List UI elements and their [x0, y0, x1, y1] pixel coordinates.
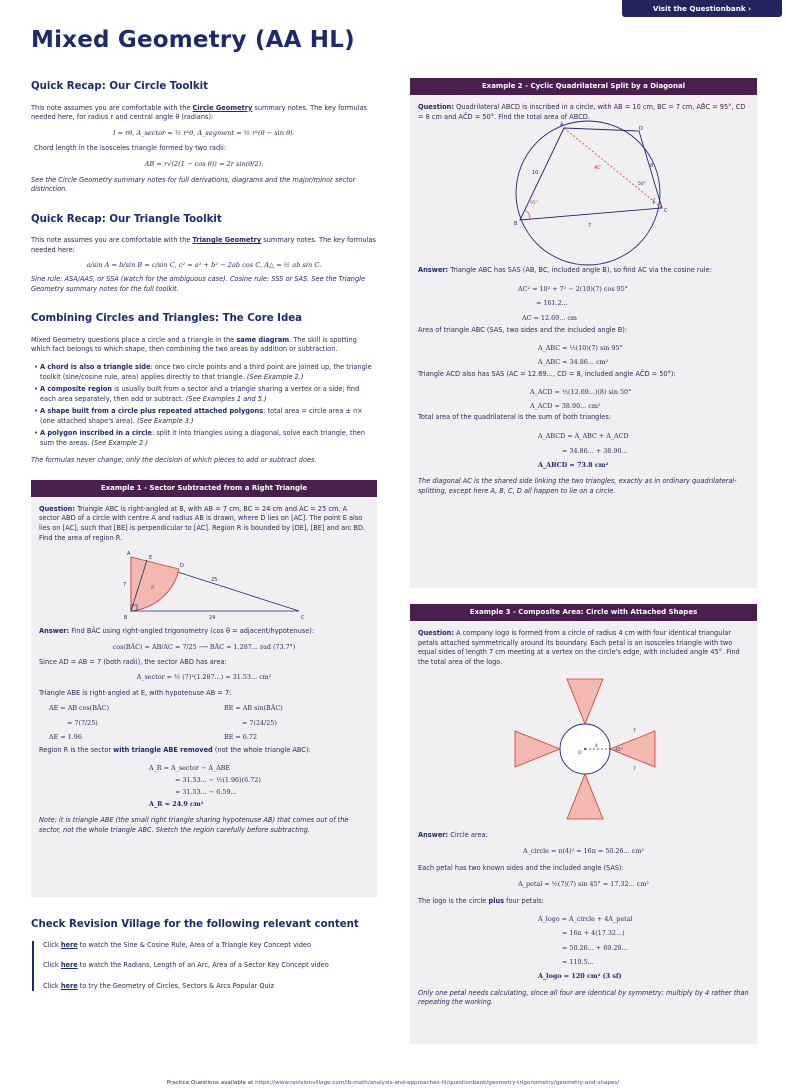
bullet-text: : split it into triangles using a diagonal, solve each triangle, then sum the areas.: [40, 429, 366, 447]
ex3-t2a: The logo is the circle: [418, 896, 489, 905]
label-d: D: [639, 126, 643, 133]
label-side-2: 7: [633, 767, 636, 773]
ex1-r3: = 31.53... − 6.59...: [175, 788, 237, 797]
ex1-answer-label: Answer:: [39, 627, 70, 636]
core-idea-note: The formulas never change; only the decision of which pieces to add or subtract does.: [31, 456, 317, 465]
label-e: E: [149, 555, 153, 562]
ex2-t2: Triangle ACD also has SAS (AC = 12.69..., CD = 8, included angle AĈD = 50°):: [418, 369, 676, 378]
diagonal-ac: [564, 128, 662, 208]
circle-formulas: l = rθ, A_sector = ½ r²θ, A_segment = ½ r²(θ − sin θ).: [113, 128, 295, 137]
core-idea-intro: [31, 336, 377, 355]
label-c: C: [664, 208, 668, 215]
ex3-e3: A_logo = A_circle + 4A_petal: [538, 915, 633, 924]
triangle-toolkit-heading: Quick Recap: Our Triangle Toolkit: [31, 213, 222, 225]
triangle-note: Sine rule: ASA/AAS, or SSA (watch for the ambiguous case). Cosine rule: SSS or SAS. See the Triangle Geometry summary notes for the full toolkit.: [31, 275, 366, 293]
ex2-e3: AC = 12.69... cm: [522, 314, 577, 323]
triangle-intro: [31, 236, 377, 255]
rv-here-link[interactable]: here: [60, 940, 78, 949]
core-idea-bullet: • A chord is also a triangle side: once two circle points and a third point are joined up, the triangle toolkit (sine/cosine rule, area) applies directly to that triangle. (See Example 2.): [34, 363, 372, 381]
triangle-intro-text: This note assumes you are comfortable with the: [31, 236, 193, 245]
label-ac: AC: [594, 165, 601, 172]
example-3-diagram: [418, 673, 748, 821]
label-cd-length: 8: [650, 163, 654, 170]
ex1-be2: = 7(24/25): [242, 718, 277, 727]
example-3-panel: [410, 604, 757, 1044]
circle-toolkit-heading: Quick Recap: Our Circle Toolkit: [31, 81, 209, 92]
label-r: R: [151, 585, 155, 592]
ex1-note: Note: it is triangle ABE (the small right triangle sharing hypotenuse AB) that comes out of the sector, not the whole triangle ABC. Sketch the region carefully before subtracting.: [39, 816, 349, 834]
core-intro-a: Mixed Geometry questions place a circle and a triangle in the: [31, 335, 237, 344]
angle-c-arc: [653, 198, 655, 204]
revision-village-links: [32, 941, 377, 992]
ex3-t2: [418, 897, 749, 907]
label-a: A: [127, 551, 131, 558]
ex3-note: Only one petal needs calculating, since all four are identical by symmetry; multiply by 4 rather than repeating the working.: [418, 988, 749, 1007]
ex3-e1: A_circle = π(4)² = 16π = 50.26... cm²: [523, 846, 644, 855]
ex2-e8: A_ABCD = A_ABC + A_ACD: [538, 431, 629, 440]
bullet-bold: A polygon inscribed in a circle: [40, 429, 153, 438]
ex2-eqns-1: [418, 282, 749, 326]
bullet-bold: A shape built from a circle plus repeated attached polygons: [40, 407, 264, 416]
bullet-ref: (See Example 2.): [246, 372, 304, 381]
ex1-ae1: AE = AB cos(BÂC): [49, 704, 109, 713]
core-idea-bullets: [31, 363, 377, 448]
triangle-intro-text-2: summary notes. The key formulas needed here:: [31, 236, 376, 254]
bullet-bold: A composite region: [40, 385, 112, 394]
ex2-e1: AC² = 10² + 7² − 2(10)(7) cos 95°: [518, 284, 628, 293]
ex1-be1: BE = AB sin(BÂC): [224, 704, 283, 713]
ex1-tri-text: Triangle ABE is right-angled at E, with hypotenuse AB = 7:: [39, 688, 232, 697]
ex1-since: Since AD = AB = 7 (both radii), the sector ABD has area:: [39, 657, 227, 666]
example-1-question: [39, 505, 369, 543]
revision-village-heading: Check Revision Village for the following relevant content: [31, 918, 359, 930]
petal-top: [567, 679, 603, 724]
ex2-note: The diagonal AC is the shared side linking the two triangles, exactly as in ordinary quadrilateral-splitting, except here A, B, C, D all happen to lie on a circle.: [418, 477, 737, 495]
bullet-ref: (See Example 3.): [137, 416, 194, 425]
circle-intro-text: This note assumes you are comfortable with the: [31, 103, 193, 112]
core-intro-bold: same diagram: [236, 335, 290, 344]
label-c: C: [301, 615, 305, 622]
bullet-ref: (See Example 2.): [91, 438, 148, 447]
rv-link-row: [43, 941, 377, 951]
sector-abd: [131, 557, 179, 611]
triangle-formulas: a/sin A = b/sin B = c/sin C, c² = a² + b² − 2ab cos C, A△ = ½ ab sin C.: [86, 261, 322, 270]
ex1-ae-be-grid: [39, 704, 369, 742]
ex1-r1: A_R = A_sector − A_ABE: [149, 763, 231, 772]
ex1-eq2: A_sector = ½ (7)²(1.287...) = 31.53... cm²: [136, 673, 272, 682]
ex2-e10: A_ABCD ≈ 73.8 cm²: [538, 461, 609, 470]
label-side-1: 7: [633, 729, 636, 735]
ex3-t1: Each petal has two known sides and the included angle (SAS):: [418, 864, 624, 873]
circle-intro-text-2: summary notes. The key formulas needed here, for radius r and central angle θ (radians):: [31, 103, 367, 122]
example-3-answer: [418, 831, 749, 841]
label-angle-c: 50°: [638, 182, 646, 188]
footer-url-link[interactable]: https://www.revisionvillage.com/ib-math/analysis-and-approaches-hl/questionbank/geometry-trigonometry/geometry-and-shapes/: [255, 1080, 620, 1086]
ex3-e4: = 16π + 4(17.32...): [562, 929, 625, 938]
ex2-question-text: Quadrilateral ABCD is inscribed in a circle, with AB = 10 cm, BC = 7 cm, AB̂C = 95°, CD = 8 cm and AĈD = 50°. Find the total area of ABCD.: [418, 103, 746, 121]
label-a: A: [560, 122, 564, 129]
ex1-region: [39, 746, 369, 756]
petal-bottom: [567, 774, 603, 819]
ex1-question-label: Question:: [39, 504, 75, 513]
example-1-answer: [39, 627, 369, 637]
triangle-geometry-link[interactable]: Triangle Geometry: [192, 236, 262, 245]
circumcircle: [516, 121, 660, 265]
rv-link-pre: Click: [43, 981, 61, 990]
label-radius: 4: [595, 744, 598, 750]
ex1-r4: A_R ≈ 24.9 cm²: [149, 800, 204, 809]
ex2-eqns-4: [418, 429, 749, 473]
label-o: O: [578, 751, 582, 757]
visit-questionbank-button[interactable]: Visit the Questionbank ›: [622, 0, 782, 17]
ex3-answer-label: Answer:: [418, 831, 449, 840]
circle-geometry-link[interactable]: Circle Geometry: [192, 103, 253, 112]
ex1-r2: = 31.53... − ½(1.96)(6.72): [175, 775, 261, 784]
centre-point: [584, 748, 586, 750]
label-ab-length: 10: [532, 170, 539, 177]
bullet-text: is usually built from a sector and a triangle sharing a vertex or a side; find each area separately, then add or subtract.: [40, 385, 360, 403]
rv-link-post: to watch the Radians, Length of an Arc, Area of a Sector Key Concept video: [77, 961, 329, 970]
footer-text: Practice Questions available at: [166, 1080, 256, 1086]
rv-link-row: [43, 982, 377, 992]
core-idea-heading: Combining Circles and Triangles: The Core Idea: [31, 313, 303, 325]
example-1-header: Example 1 - Sector Subtracted from a Right Triangle: [31, 480, 377, 497]
ex3-answer-text: Circle area:: [448, 831, 488, 840]
chord-intro: Chord length in the isosceles triangle formed by two radii:: [34, 144, 227, 153]
label-ab-length: 7: [123, 582, 127, 589]
rv-link-row: [43, 961, 377, 971]
ex3-t2b: plus: [488, 896, 505, 905]
core-idea-bullet: • A polygon inscribed in a circle: split it into triangles using a diagonal, solve each triangle, then sum the areas. (See Example 2.): [34, 429, 366, 447]
example-3-question: [418, 629, 749, 667]
label-bc-length: 7: [588, 223, 592, 230]
circle-note: See the Circle Geometry summary notes for full derivations, diagrams and the major/minor sector distinction.: [31, 175, 356, 194]
chord-formula: AB = r√(2(1 − cos θ)) = 2r sin(θ/2).: [144, 159, 264, 168]
example-1-diagram: [39, 549, 369, 623]
page-title: Mixed Geometry (AA HL): [31, 27, 355, 53]
right-column: [410, 78, 757, 1044]
rv-here-link[interactable]: here: [60, 961, 78, 970]
bullet-text: : once two circle points and a third point are joined up, the triangle toolkit (sine/cosine rule, area) applies directly to that triangle.: [40, 363, 372, 381]
label-angle-b: 95°: [530, 201, 538, 207]
ex2-e7: A_ACD = 38.90... cm²: [530, 402, 601, 411]
example-2-question: [418, 103, 749, 122]
ex1-eq1: cos(BÂC) = AB/AC = 7/25 ⟶ BÂC = 1.287... rad (73.7°): [112, 642, 296, 651]
ex1-region-eqns: [39, 762, 369, 811]
ex1-ae3: AE = 1.96: [49, 732, 82, 741]
rv-link-pre: Click: [43, 961, 61, 970]
label-d: D: [180, 563, 184, 570]
ex2-t3: Total area of the quadrilateral is the sum of both triangles:: [418, 413, 612, 422]
ex3-question-label: Question:: [418, 629, 454, 637]
ex2-e4: A_ABC = ½(10)(7) sin 95°: [538, 344, 623, 353]
bullet-ref: (See Examples 1 and 5.): [185, 394, 267, 403]
ex2-t1: Area of triangle ABC (SAS, two sides and the included angle B):: [418, 325, 628, 334]
quadrilateral-abcd: [520, 128, 662, 220]
angle-b-arc: [525, 210, 530, 219]
ex3-e7: A_logo = 120 cm² (3 sf): [538, 971, 622, 980]
ex2-e9: = 34.86... + 38.90...: [562, 446, 628, 455]
ex1-be3: BE = 6.72: [224, 732, 258, 741]
label-b: B: [514, 221, 518, 228]
example-2-diagram: [418, 122, 748, 258]
ex2-answer-label: Answer:: [418, 266, 449, 275]
rv-here-link[interactable]: here: [60, 981, 78, 990]
ex3-e5: = 50.26... + 69.29...: [562, 943, 628, 952]
ex3-e6: = 119.5...: [562, 957, 594, 966]
rv-link-pre: Click: [43, 940, 61, 949]
ex1-region-bold: with triangle ABE removed: [113, 746, 213, 755]
ex1-question-text: Triangle ABC is right-angled at B, with AB = 7 cm, BC = 24 cm and AC = 25 cm. A sector ABD of a circle with centre A and radius AB is drawn, where D lies on [AC]. The point E also lies on [AC], such that [BE] is perpendicular to [AC]. Region R is bounded by [DE], [BE] and arc BD. Find the area of region R.: [39, 504, 366, 542]
ex3-t2c: four petals:: [504, 896, 544, 905]
ex2-e6: A_ACD = ½(12.69...)(8) sin 50°: [530, 388, 632, 397]
label-ac-length: 25: [211, 577, 218, 584]
ex1-ae2: = 7(7/25): [67, 718, 98, 727]
core-idea-bullet: • A composite region is usually built from a sector and a triangle sharing a vertex or a side; find each area separately, then add or subtract. (See Examples 1 and 5.): [34, 385, 360, 403]
label-angle: 45°: [615, 748, 623, 754]
label-bc-length: 24: [209, 615, 216, 622]
rv-link-post: to watch the Sine & Cosine Rule, Area of a Triangle Key Concept video: [77, 940, 311, 949]
rv-link-post: to try the Geometry of Circles, Sectors & Arcs Popular Quiz: [77, 981, 274, 990]
bullet-bold: A chord is also a triangle side: [40, 363, 151, 371]
ex2-eqns-3: [418, 385, 749, 413]
ex2-eqns-2: [418, 341, 749, 369]
ex1-region-a: Region R is the sector: [39, 746, 114, 755]
left-column: [31, 80, 377, 1002]
footer: [0, 1079, 786, 1087]
ex1-region-b: (not the whole triangle ABC):: [212, 746, 311, 755]
example-1-panel: [31, 480, 377, 898]
ex2-question-label: Question:: [418, 103, 454, 111]
example-3-header: Example 3 - Composite Area: Circle with Attached Shapes: [410, 604, 757, 621]
ex2-e5: A_ABC = 34.86... cm²: [538, 358, 609, 367]
core-intro-b: . The skill is spotting which fact belongs to which shape, then combining the two areas by addition or subtraction.: [31, 335, 357, 354]
bullet-text: : total area = circle area ± n× (one attached shape's area).: [40, 407, 363, 425]
ex3-e2: A_petal = ½(7)(7) sin 45° = 17.32... cm²: [518, 879, 649, 888]
ex1-answer-text: Find BÂC using right-angled trigonometry (cos θ = adjacent/hypotenuse):: [69, 627, 315, 636]
ex2-answer-text: Triangle ABC has SAS (AB, BC, included angle B), so find AC via the cosine rule:: [448, 266, 712, 275]
example-2-answer: [418, 266, 749, 276]
ex3-eqns: [418, 912, 749, 982]
ex3-question-text: A company logo is formed from a circle of radius 4 cm with four identical triangular petals attached symmetrically around its boundary. Each petal is an isosceles triangle with two equal sides of length 7 cm meeting at a vertex on the circle's edge, with included angle 45°. Find the total area of the logo.: [418, 629, 740, 666]
example-2-panel: [410, 78, 757, 588]
label-b: B: [124, 615, 128, 622]
ex2-e2: = 161.2...: [536, 299, 568, 308]
core-idea-bullet: • A shape built from a circle plus repeated attached polygons: total area = circle area ± n× (one attached shape's area). (See Example 3.): [34, 407, 363, 425]
circle-intro: [31, 104, 377, 123]
example-2-header: Example 2 - Cyclic Quadrilateral Split by a Diagonal: [410, 78, 757, 95]
petal-left: [515, 731, 560, 767]
